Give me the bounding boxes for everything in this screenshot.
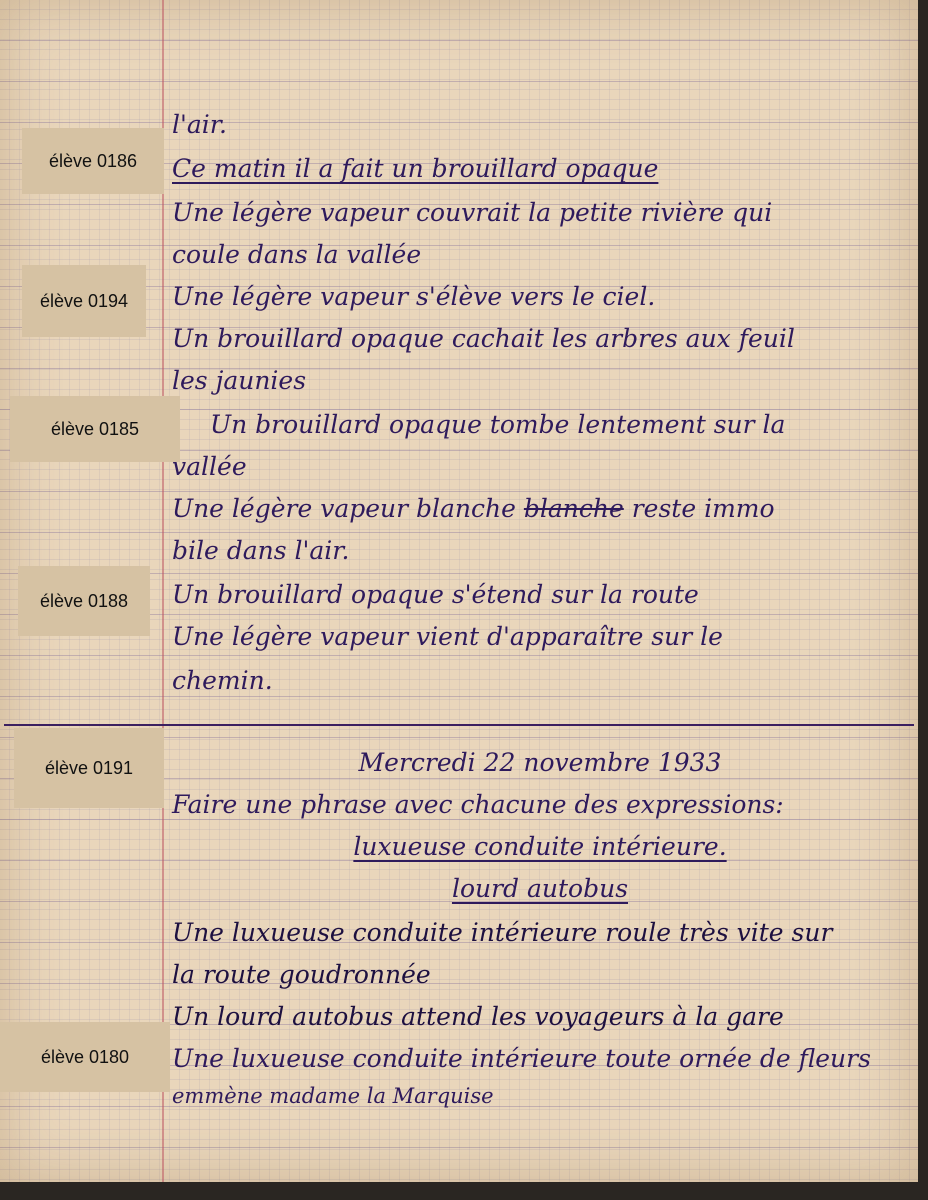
handwritten-line: Faire une phrase avec chacune des expressions: [172, 790, 784, 819]
handwritten-line: Un brouillard opaque cachait les arbres aux feuil [172, 324, 795, 353]
handwritten-line: Une légère vapeur s'élève vers le ciel. [172, 282, 656, 311]
student-label: élève 0188 [18, 566, 150, 636]
handwritten-line: les jaunies [172, 366, 307, 395]
handwritten-line: chemin. [172, 666, 273, 695]
handwritten-text: reste immo [631, 494, 775, 523]
handwritten-line: Un brouillard opaque s'étend sur la route [172, 580, 699, 609]
handwritten-line: bile dans l'air. [172, 536, 350, 565]
crossed-out-word: blanche [523, 494, 624, 523]
handwritten-line: Un lourd autobus attend les voyageurs à la gare [172, 1002, 784, 1031]
handwritten-text: luxueuse conduite intérieure. [353, 832, 727, 861]
date-heading: Mercredi 22 novembre 1933 [358, 748, 722, 777]
student-label: élève 0185 [10, 396, 180, 462]
expression-heading [165, 834, 915, 859]
handwritten-line: la route goudronnée [172, 960, 431, 989]
student-label: élève 0194 [22, 265, 146, 337]
handwritten-text: Une légère vapeur blanche [172, 494, 516, 523]
handwritten-line: vallée [172, 452, 247, 481]
student-label: élève 0186 [22, 128, 164, 194]
handwritten-line [172, 156, 658, 181]
handwritten-line: coule dans la vallée [172, 240, 422, 269]
handwritten-line: Une légère vapeur vient d'apparaître sur le [172, 622, 723, 651]
handwritten-text: Ce matin il a fait un brouillard opaque [172, 154, 659, 183]
section-divider [4, 724, 914, 726]
handwritten-line: Un brouillard opaque tombe lentement sur la [210, 410, 786, 439]
handwritten-line: Une luxueuse conduite intérieure toute ornée de fleurs [172, 1044, 871, 1073]
handwritten-line: Une luxueuse conduite intérieure roule très vite sur [172, 918, 833, 947]
handwritten-line: emmène madame la Marquise [172, 1084, 494, 1108]
student-label: élève 0191 [14, 728, 164, 808]
handwritten-line: l'air. [172, 110, 227, 139]
expression-heading [165, 876, 915, 901]
handwritten-line [172, 496, 775, 521]
student-label: élève 0180 [0, 1022, 170, 1092]
handwritten-line: Une légère vapeur couvrait la petite rivière qui [172, 198, 773, 227]
handwritten-text: lourd autobus [451, 874, 629, 903]
